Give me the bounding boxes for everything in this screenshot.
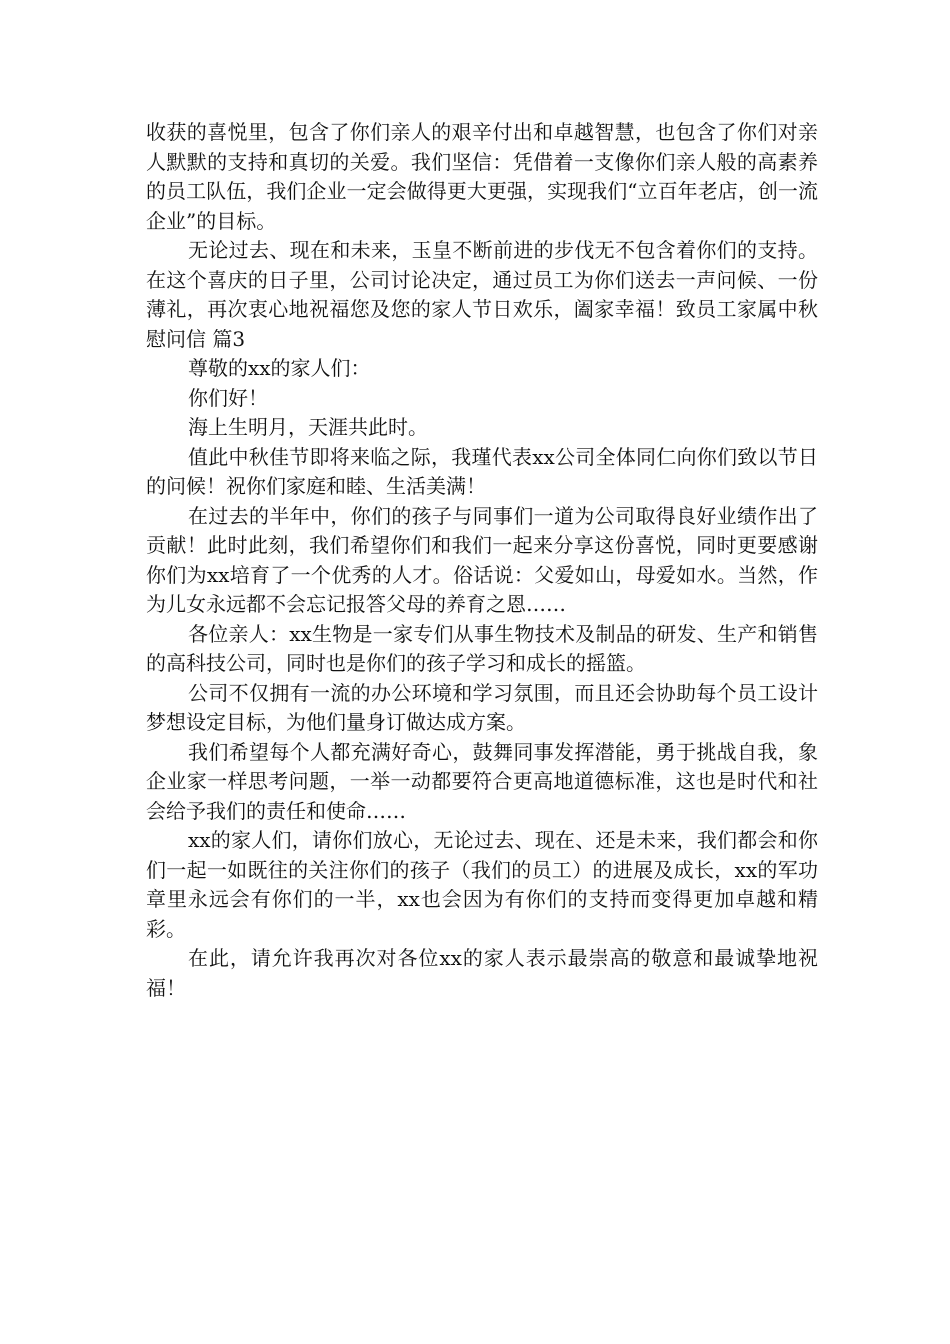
poem-line: 海上生明月，天涯共此时。 <box>188 415 428 439</box>
paragraph-7: 在过去的半年中，你们的孩子与同事们一道为公司取得良好业绩作出了贡献！此时此刻，我们希望你们和我们一起来分享这份喜悦，同时更要感谢你们为xx培育了一个优秀的人才。俗话说：父爱如山，母爱如水。当然，作为儿女永远都不会忘记报答父母的养育之恩…… <box>146 503 818 616</box>
paragraph-8: 各位亲人：xx生物是一家专们从事生物技术及制品的研发、生产和销售的高科技公司，同时也是你们的孩子学习和成长的摇篮。 <box>146 621 818 675</box>
salutation: 尊敬的xx的家人们： <box>188 356 371 380</box>
letter-body <box>146 118 818 1003</box>
paragraph-11: xx的家人们，请你们放心，无论过去、现在、还是未来，我们都会和你们一起一如既往的关注你们的孩子（我们的员工）的进展及成长，xx的军功章里永远会有你们的一半，xx也会因为有你们的支持而变得更加卓越和精彩。 <box>146 828 818 941</box>
paragraph-9: 公司不仅拥有一流的办公环境和学习氛围，而且还会协助每个员工设计梦想设定目标，为他们量身订做达成方案。 <box>146 680 818 734</box>
greeting: 你们好！ <box>188 385 268 410</box>
paragraph-1: 收获的喜悦里，包含了你们亲人的艰辛付出和卓越智慧，也包含了你们对亲人默默的支持和真切的关爱。我们坚信：凭借着一支像你们亲人般的高素养的员工队伍，我们企业一定会做得更大更强，实现我们“立百年老店，创一流企业”的目标。 <box>146 120 818 233</box>
paragraph-2: 无论过去、现在和未来，玉皇不断前进的步伐无不包含着你们的支持。在这个喜庆的日子里，公司讨论决定，通过员工为你们送去一声问候、一份薄礼，再次衷心地祝福您及您的家人节日欢乐，阖家幸福！致员工家属中秋慰问信 篇3 <box>146 238 818 351</box>
paragraph-6: 值此中秋佳节即将来临之际，我瑾代表xx公司全体同仁向你们致以节日的问候！祝你们家庭和睦、生活美满！ <box>146 444 818 498</box>
paragraph-10: 我们希望每个人都充满好奇心，鼓舞同事发挥潜能，勇于挑战自我，象企业家一样思考问题，一举一动都要符合更高地道德标准，这也是时代和社会给予我们的责任和使命…… <box>146 739 818 823</box>
closing-paragraph: 在此，请允许我再次对各位xx的家人表示最崇高的敬意和最诚挚地祝福！ <box>146 946 818 1000</box>
